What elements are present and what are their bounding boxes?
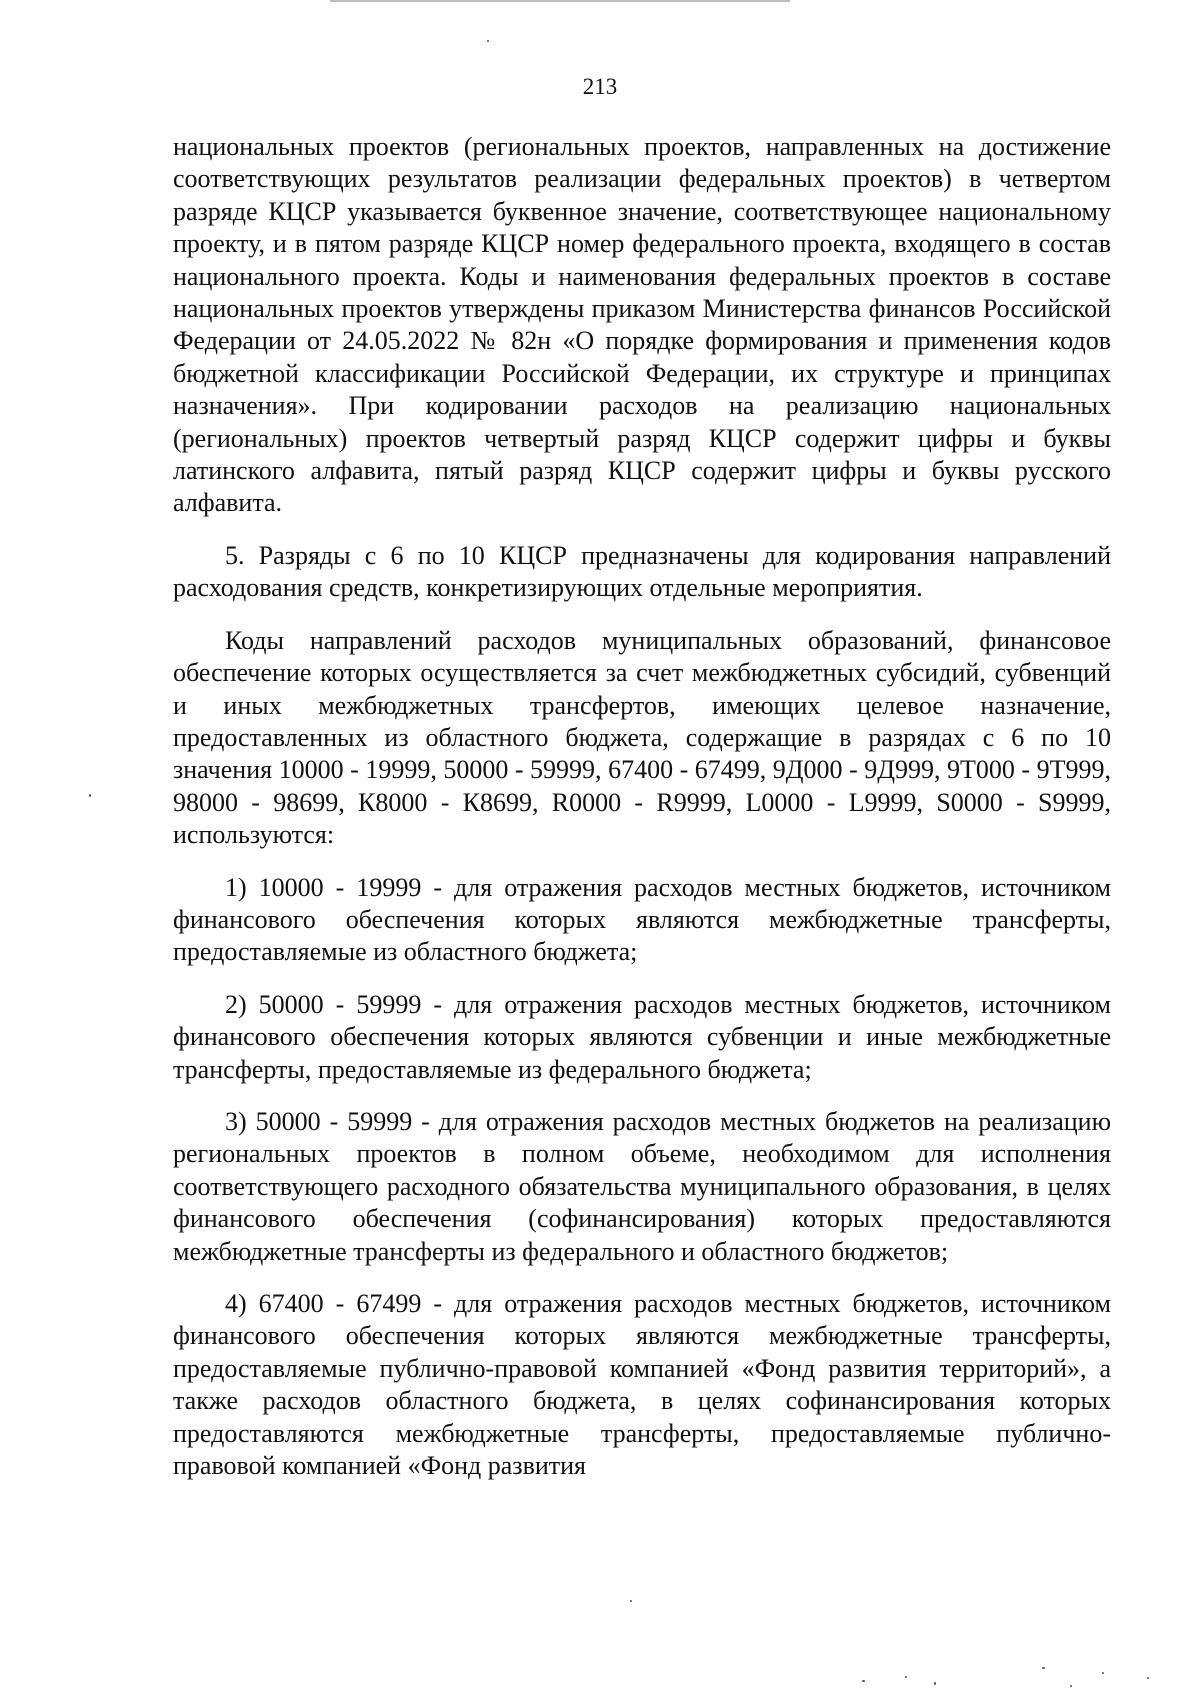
scan-top-edge bbox=[330, 0, 790, 2]
page-number: 213 bbox=[582, 74, 618, 99]
scan-speck bbox=[1070, 1685, 1072, 1687]
scan-speck bbox=[487, 40, 489, 42]
paragraph-item-5: 5. Разряды с 6 по 10 КЦСР предназначены для кодирования направлений расходования средств, конкретизирующих отдельные мероприятия. bbox=[173, 540, 1111, 603]
document-body bbox=[173, 131, 1111, 1482]
list-item-4: 4) 67400 - 67499 - для отражения расходов местных бюджетов, источником финансового обеспечения которых являются межбюджетные трансферты, предоставляемые публично-правовой компанией «Фонд развития территорий», а также расходов областного бюджета, в целях софинансирования которых предоставляются межбюджетные трансферты, предоставляемые публично-правовой компанией «Фонд развития bbox=[173, 1289, 1111, 1481]
scan-speck bbox=[630, 1600, 632, 1602]
paragraph-expense-codes: Коды направлений расходов муниципальных образований, финансовое обеспечение которых осуществляется за счет межбюджетных субсидий, субвенций и иных межбюджетных трансфертов, имеющих целевое назначение, предоставленных из областного бюджета, содержащие в разрядах с 6 по 10 значения 10000 - 19999, 50000 - 59999, 67400 - 67499, 9Д000 - 9Д999, 9Т000 - 9Т999, 98000 - 98699, К8000 - К8699, R0000 - R9999, L0000 - L9999, S0000 - S9999, используются: bbox=[173, 625, 1111, 850]
scan-speck bbox=[1147, 1677, 1149, 1679]
scan-speck bbox=[89, 794, 91, 797]
scan-speck bbox=[1102, 1672, 1104, 1674]
scan-speck bbox=[905, 1676, 907, 1678]
list-item-3: 3) 50000 - 59999 - для отражения расходов местных бюджетов на реализацию региональных проектов в полном объеме, необходимом для исполнения соответствующего расходного обязательства муниципального образования, в целях финансового обеспечения (софинансирования) которых предоставляются межбюджетные трансферты из федерального и областного бюджетов; bbox=[173, 1106, 1111, 1266]
scan-speck bbox=[934, 1682, 936, 1685]
scan-speck bbox=[862, 1680, 865, 1682]
list-item-1: 1) 10000 - 19999 - для отражения расходов местных бюджетов, источником финансового обеспечения которых являются межбюджетные трансферты, предоставляемые из областного бюджета; bbox=[173, 872, 1111, 967]
list-item-2: 2) 50000 - 59999 - для отражения расходов местных бюджетов, источником финансового обеспечения которых являются субвенции и иные межбюджетные трансферты, предоставляемые из федерального бюджета; bbox=[173, 989, 1111, 1084]
scan-speck bbox=[1042, 1667, 1045, 1669]
paragraph-national-projects: национальных проектов (региональных проектов, направленных на достижение соответствующих результатов реализации федеральных проектов) в четвертом разряде КЦСР указывается буквенное значение, соответствующее национальному проекту, и в пятом разряде КЦСР номер федерального проекта, входящего в состав национального проекта. Коды и наименования федеральных проектов в составе национальных проектов утверждены приказом Министерства финансов Российской Федерации от 24.05.2022 № 82н «О порядке формирования и применения кодов бюджетной классификации Российской Федерации, их структуре и принципах назначения». При кодировании расходов на реализацию национальных (региональных) проектов четвертый разряд КЦСР содержит цифры и буквы латинского алфавита, пятый разряд КЦСР содержит цифры и буквы русского алфавита. bbox=[173, 132, 1111, 518]
